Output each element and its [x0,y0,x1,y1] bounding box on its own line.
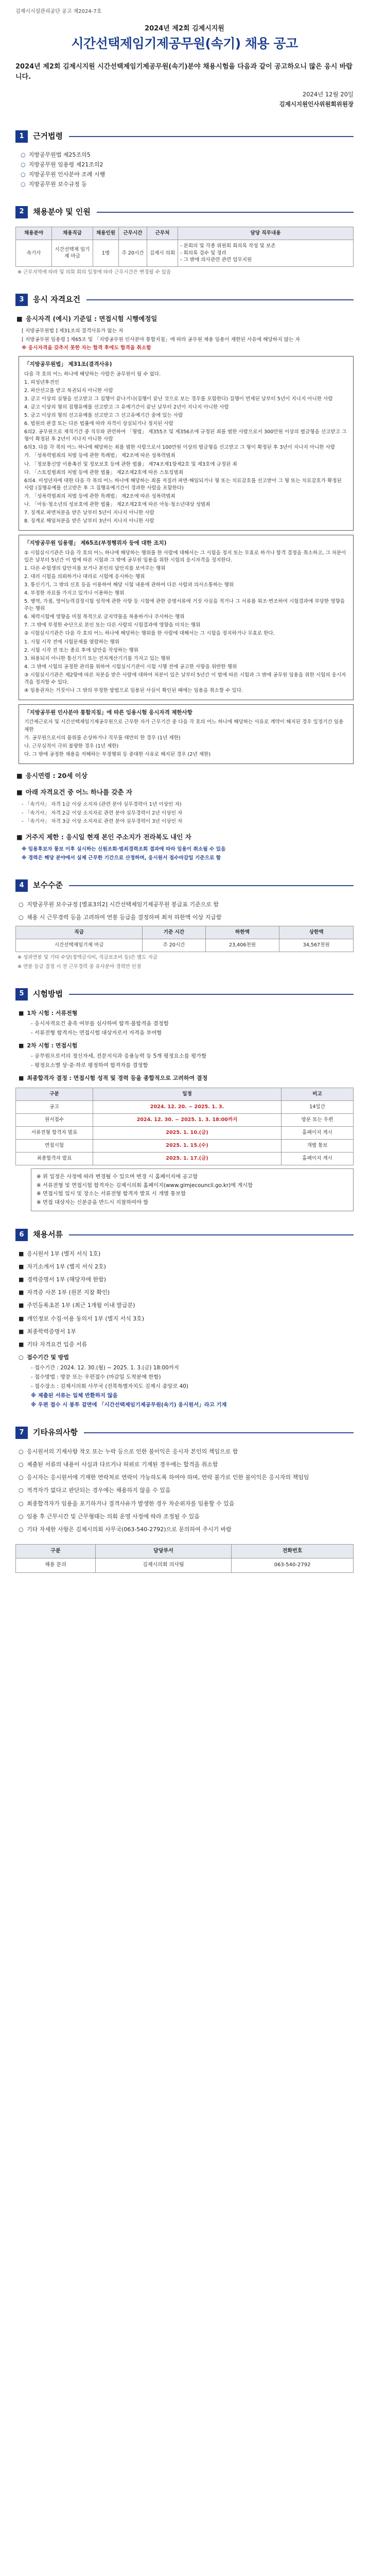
bullet-icon: ○ [19,1526,24,1533]
section-divider [69,136,354,137]
header-subtitle: 2024년 제2회 김제시지원 [145,24,224,32]
notice-number: 김제시시설관리공단 공고 제2024-7호 [15,9,102,14]
box-line: 3. 통신기기, 그 밖의 신호 등을 이용하여 해당 시험 내용에 관하여 다른 사람과 의사소통하는 행위 [24,582,234,588]
note-item: ○ 최종합격자가 임용을 포기하거나 결격사유가 발생한 경우 차순위자를 임용할 수 있음 [19,1499,354,1508]
bullet-icon: ○ [21,151,26,158]
bullet-icon: ○ [19,901,24,908]
box-line: 다. 「스토킹범죄의 처벌 등에 관한 법률」 제2조제2호에 따른 스토킹범죄 [24,469,184,476]
box-line: 다. 그 밖에 공정한 채용을 저해하는 부정행위 등 중대한 사유로 해지된 경우 (2년 제한) [24,751,211,757]
table-row: 서류전형 합격자 발표 2025. 1. 10.(금) 홈페이지 게시 [16,1126,354,1139]
table-row: 최종합격자 발표 2025. 1. 17.(금) 홈페이지 게시 [16,1152,354,1165]
box-line: 6. 체력시험에 영향을 미칠 목적으로 금지약물을 복용하거나 주사하는 행위 [24,614,185,620]
section-title: 시험방법 [33,989,63,998]
disqualification-box-1: 「지방공무원법」 제31조(결격사유) 다음 각 호의 어느 하나에 해당하는 사람은 공무원이 될 수 없다. 1. 피성년후견인 2. 파산선고를 받고 복권되지 아니한 사람 3. 금고 이상의 실형을 선고받고 그 집행이 끝나거나(집행이 끝난 것으로 보는 경우를 포함한다) 집행이 면제된 날부터 5년이 지나지 아니한 사람 4. 금고 이상의 형의 집행유예를 선고받고 그 유예기간이 끝난 날부터 2년이 지나지 아니한 사람 5. 금고 이상의 형의 선고유예를 선고받고 그 선고유예기간 중에 있는 사람 6. 법원의 판결 또는 다른 법률에 따라 자격이 상실되거나 정지된 사람 6의2. 공무원으로 재직기간 중 직무와 관련하여 「형법」 제355조 및 제356조에 규정된 죄를 범한 사람으로서 300만원 이상의 벌금형을 선고받고 그 형이 확정된 후 2년이 지나지 아니한 사람 6의3. 다음 각 목의 어느 하나에 해당하는 죄를 범한 사람으로서 100만원 이상의 벌금형을 선고받고 그 형이 확정된 후 3년이 지나지 아니한 사람 가. 「성폭력범죄의 처벌 등에 관한 특례법」 제2조에 따른 성폭력범죄 나. 「정보통신망 이용촉진 및 정보보호 등에 관한 법률」 제74조제1항제2호 및 제3호에 규정된 죄 다. 「스토킹범죄의 처벌 등에 관한 법률」 제2조제2호에 따른 스토킹범죄 6의4. 미성년자에 대한 다음 각 목의 어느 하나에 해당하는 죄를 저질러 파면·해임되거나 형 또는 치료감호를 선고받아 그 형 또는 치료감호가 확정된 사람 (집행유예를 선고받은 후 그 집행유예기간이 경과한 사람을 포함한다) 가. 「성폭력범죄의 처벌 등에 관한 특례법」 제2조에 따른 성폭력범죄 나. 「아동·청소년의 성보호에 관한 법률」 제2조제2호에 따른 아동·청소년대상 성범죄 7. 징계로 파면처분을 받은 날부터 5년이 지나지 아니한 사람 8. 징계로 해임처분을 받은 날부터 3년이 지나지 아니한 사람 [19,356,354,531]
bullet-icon: ○ [21,161,26,168]
bullet-icon: ■ [19,1302,24,1309]
pay-item-1: ○ 지방공무원 보수규정 [별표3의2] 시간선택제임기제공무원 봉급표 기준으로 함 [19,900,354,909]
list-item: ○ 지방공무원법 제25조의5 [21,151,91,158]
check-icon: ■ [16,788,23,796]
box-line: 1. 시험 시작 전에 시험문제를 열람하는 행위 [24,639,119,645]
bullet-icon: ■ [19,1263,24,1270]
intro-text: 2024년 제2회 김제시지원 시간선택제임기제공무원(속기)분야 채용시험을 다음과 같이 공고하오니 많은 응시 바랍니다. [15,62,353,81]
list-item: ○ 지방공무원 인사분야 조례 시행 [21,171,106,178]
box-line: ② 시험실시기관은 다음 각 호의 어느 하나에 해당하는 행위를 한 사람에 대해서는 그 시험을 정지하거나 무효로 한다. [24,631,275,637]
box-line: 3. 금고 이상의 실형을 선고받고 그 집행이 끝나거나(집행이 끝난 것으로 보는 경우를 포함한다) 집행이 면제된 날부터 5년이 지나지 아니한 사람 [24,396,333,402]
bullet-icon: ○ [21,171,26,178]
section-title: 근거법령 [33,131,63,141]
table-row: 원서접수 2024. 12. 30. ~ 2025. 1. 3. 18:00까지 방문 또는 우편 [16,1113,354,1126]
check-icon: ■ [16,833,23,841]
notice-org: 김제시지원인사위원회위원장 [279,100,354,108]
section-docs [15,1229,354,1241]
box-line: 6의4. 미성년자에 대한 다음 각 목의 어느 하나에 해당하는 죄를 저질러 파면·해임되거나 형 또는 치료감호를 선고받아 그 형 또는 치료감호가 확정된 사람 (집행유예를 선고받은 후 그 집행유예기간이 경과한 사람을 포함한다) [24,478,342,491]
note-item: ○ 적격자가 없다고 판단되는 경우에는 채용하지 않을 수 있음 [19,1486,354,1495]
schedule-notes: ※ 위 일정은 사정에 따라 변경될 수 있으며 변경 시 홈페이지에 공고함 ※ 서류전형 및 면접시험 합격자는 김제시의회 홈페이지(www.gimjecouncil.go.kr)에 게시함 ※ 면접시험 일시 및 장소는 서류전형 합격자 발표 시 개별 통보함 ※ 면접 대상자는 신분증을 반드시 지참하여야 함 [31,1168,354,1212]
qual-heading-4: ■ 거주지 제한 : 응시일 현재 본인 주소지가 전라북도 내인 자 [16,833,354,842]
list-item: ○ 지방공무원 보수규정 등 [21,180,87,188]
bullet-icon: ○ [19,1474,24,1481]
box-line: 다음 각 호의 어느 하나에 해당하는 사람은 공무원이 될 수 없다. [24,371,161,377]
box-line: 6. 법원의 판결 또는 다른 법률에 따라 자격이 상실되거나 정지된 사람 [24,421,173,427]
box-line: 5. 금고 이상의 형의 선고유예를 선고받고 그 선고유예기간 중에 있는 사람 [24,413,183,418]
section-pay [15,879,354,892]
box-line: ④ 임용권자는 거짓이나 그 밖의 부정한 방법으로 임용된 사실이 확인된 때에는 임용을 취소할 수 있다. [24,688,243,694]
section-title: 기타유의사항 [33,1428,78,1437]
page-title: 시간선택제임기제공무원(속기) 채용 공고 [71,36,298,52]
bullet-icon: ■ [19,1042,24,1049]
section-title: 채용서류 [33,1230,63,1240]
exam-method-3: ■ 최종합격자 결정 : 면접시험 성적 및 경력 등을 종합적으로 고려하여 결정 [19,1074,354,1082]
box-line: 5. 병역, 가점, 영어능력검정시험 성적에 관한 사항 등 시험에 관한 증명서류에 거짓 사실을 적거나 그 서류를 위조·변조하여 시험결과에 부당한 영향을 주는 행위 [24,599,345,612]
table-header-row: 구분 담당부서 전화번호 [16,1544,354,1558]
section-number: 1 [15,130,28,143]
section-title: 채용분야 및 인원 [33,207,91,216]
box-line: 7. 징계로 파면처분을 받은 날부터 5년이 지나지 아니한 사람 [24,510,154,516]
doc-item: ■ 경력증명서 1부 (해당자에 한함) [19,1275,354,1284]
recruit-table [15,227,354,267]
section-qualifications [15,294,354,306]
section-number: 5 [15,988,28,1001]
recruit-note: ※ 근무지역에 따라 및 의회 회의 일정에 따라 근무시간은 변경될 수 있음 [17,269,171,276]
box-line: 나. 근무실적이 극히 불량한 경우 (1년 제한) [24,743,119,749]
bullet-icon: ■ [19,1341,24,1348]
box-line: 나. 「아동·청소년의 성보호에 관한 법률」 제2조제2호에 따른 아동·청소년대상 성범죄 [24,502,210,508]
disqualification-box-3: 「지방공무원 인사분야 통합지침」에 따른 임용시험 응시자격 제한사항 기간제근로자 및 시간선택제임기제공무원으로 근무한 자가 근무기간 중 다음 각 호의 어느 하나에 해당하는 사유로 계약이 해지된 경우 일정기간 임용 제한 가. 공무원으로서의 품위를 손상하거나 직무를 태만히 한 경우 (1년 제한) 나. 근무실적이 극히 불량한 경우 (1년 제한) 다. 그 밖에 공정한 채용을 저해하는 부정행위 등 중대한 사유로 해지된 경우 (2년 제한) [19,704,354,764]
box-line: 6의3. 다음 각 목의 어느 하나에 해당하는 죄를 범한 사람으로서 100만원 이상의 벌금형을 선고받고 그 형이 확정된 후 3년이 지나지 아니한 사람 [24,445,336,451]
box-line: 2. 파산선고를 받고 복권되지 아니한 사람 [24,387,113,394]
bullet-icon: ■ [19,1009,24,1016]
doc-item: ■ 최종학력증명서 1부 [19,1327,354,1336]
section-divider [69,1234,354,1235]
qual-heading-2: ■ 응시연령 : 20세 이상 [16,771,354,781]
table-row: 공고 2024. 12. 20. ~ 2025. 1. 3. 14일간 [16,1101,354,1114]
bullet-icon: ■ [19,1276,24,1283]
box-line: 나. 「정보통신망 이용촉진 및 정보보호 등에 관한 법률」 제74조제1항제2호 및 제3호에 규정된 죄 [24,461,237,467]
recruitment-notice: 김제시시설관리공단 공고 제2024-7호 2024년 제2회 김제시지원 시간선택제임기제공무원(속기) 채용 공고 2024년 제2회 김제시지원 시간선택제임기제공무원(속기)분야 채용시험을 다음과 같이 공고하오니 많은 응시 바랍니다. 2024년 12월 20일 김제시지원인사위원회위원장 1 근거법령 ○ 지방공무원법 제25조의5 ○ 지방공무원 임용령 제21조의2 ○ 지방공무원 인사분야 조례 시행 ○ 지방공무원 보수규정 등 2 채용분야 및 인원 채용분야 채용직급 채용인원 근무시간 근무처 담당 직무내용 속기사 시간선택제 임기제 마급 1명 주 20시간 김제시 의회 - 본회의 및 각종 위원회 회의록 작성 및 보존 - 회의록 검수 및 정리 - 그 밖에 의사관련 관련 업무지원 ※ 근무지역에 따라 및 의회 회의 일정에 따라 근무시간은 변경될 수 있음 3 응시 자격요건 ■ 응시자격 (예시) 기준일 : 면접시험 시행예정일 [ 지방공무원법 ] 제31조의 결격사유가 없는 자 [ 지방공무원 임용령 ] 제65조 및 「지방공무원 인사분야 통합지침」에 따라 공무원 채용 임용이 제한된 사유에 해당하지 않는 자 ※ 응시자격을 갖추지 못한 자는 합격 후에도 합격을 취소함 「지방공무원법」 제31조(결격사유) 다음 각 호의 어느 하나에 해당하는 사람은 공무원이 될 수 없다. 1. 피성년후견인 2. 파산선고를 받고 복권되지 아니한 사람 3. 금고 이상의 실형을 선고받고 그 집행이 끝나거나(집행이 끝난 것으로 보는 경우를 포함한다) 집행이 면제된 날부터 5년이 지나지 아니한 사람 4. 금고 이상의 형의 집행유예를 선고받고 그 유예기간이 끝난 날부터 2년이 지나지 아니한 사람 5. 금고 이상의 형의 선고유예를 선고받고 그 선고유예기간 중에 있는 사람 6. 법원의 판결 또는 다른 법률에 따라 자격이 상실되거나 정지된 사람 6의2. 공무원으로 재직기간 중 직무와 관련하여 「형법」 제355조 및 제356조에 규정된 죄를 범한 사람으로서 300만원 이상의 벌금형을 선고받고 그 형이 확정된 후 2년이 지나지 아니한 사람 6의3. 다음 각 목의 어느 하나에 해당하는 죄를 범한 사람으로서 100만원 이상의 벌금형을 선고받고 그 형이 확정된 후 3년이 지나지 아니한 사람 가. 「성폭력범죄의 처벌 등에 관한 특례법」 제2조에 따른 성폭력범죄 나. 「정보통신망 이용촉진 및 정보보호 등에 관한 법률」 제74조제1항제2호 및 제3호에 규정된 죄 다. 「스토킹범죄의 처벌 등에 관한 법률」 제2조제2호에 따른 스토킹범죄 6의4. 미성년자에 대한 다음 각 목의 어느 하나에 해당하는 죄를 저질러 파면·해임되거나 형 또는 치료감호를 선고받아 그 형 또는 치료감호가 확정된 사람 (집행유예를 선고받은 후 그 집행유예기간이 경과한 사람을 포함한다) 가. 「성폭력범죄의 처벌 등에 관한 특례법」 제2조에 따른 성폭력범죄 나. 「아동·청소년의 성보호에 관한 법률」 제2조제2호에 따른 아동·청소년대상 성범죄 7. 징계로 파면처분을 받은 날부터 5년이 지나지 아니한 사람 8. 징계로 해임처분을 받은 날부터 3년이 지나지 아니한 사람 「지방공무원 임용령」 제65조(부정행위자 등에 대한 조치) ① 시험실시기관은 다음 각 호의 어느 하나에 해당하는 행위를 한 사람에 대해서는 그 시험을 정지 또는 무효로 하거나 합격 결정을 취소하고, 그 처분이 있은 날부터 5년간 이 법에 따른 시험과 그 밖에 공무원 임용을 위한 시험의 응시자격을 정지한다. 1. 다른 수험생의 답안지를 보거나 본인의 답안지를 보여주는 행위 2. 대리 시험을 의뢰하거나 대리로 시험에 응시하는 행위 3. 통신기기, 그 밖의 신호 등을 이용하여 해당 시험 내용에 관하여 다른 사람과 의사소통하는 행위 4. 부정한 자료를 가지고 있거나 이용하는 행위 5. 병역, 가점, 영어능력검정시험 성적에 관한 사항 등 시험에 관한 증명서류에 거짓 사실을 적거나 그 서류를 위조·변조하여 시험결과에 부당한 영향을 주는 행위 6. 체력시험에 영향을 미칠 목적으로 금지약물을 복용하거나 주사하는 행위 7. 그 밖에 부정한 수단으로 본인 또는 다른 사람의 시험결과에 영향을 미치는 행위 ② 시험실시기관은 다음 각 호의 어느 하나에 해당하는 행위를 한 사람에 대해서는 그 시험을 정지하거나 무효로 한다. 1. 시험 시작 전에 시험문제를 열람하는 행위 2. 시험 시작 전 또는 종료 후에 답안을 작성하는 행위 3. 허용되지 아니한 통신기기 또는 전자계산기기를 가지고 있는 행위 4. 그 밖에 시험의 공정한 관리를 위하여 시험실시기관이 시험 시행 전에 공고한 사항을 위반한 행위 ③ 시험실시기관은 제2항에 따른 처분을 받은 사람에 대하여 처분이 있은 날부터 5년간 이 법에 따른 시험과 그 밖에 공무원 임용을 위한 시험의 응시자격을 정지할 수 있다. ④ 임용권자는 거짓이나 그 밖의 부정한 방법으로 임용된 사실이 확인된 때에는 임용을 취소할 수 있다. 「지방공무원 인사분야 통합지침」에 따른 임용시험 응시자격 제한사항 기간제근로자 및 시간선택제임기제공무원으로 근무한 자가 근무기간 중 다음 각 호의 어느 하나에 해당하는 사유로 계약이 해지된 경우 일정기간 임용 제한 가. 공무원으로서의 품위를 손상하거나 직무를 태만히 한 경우 (1년 제한) 나. 근무실적이 극히 불량한 경우 (1년 제한) 다. 그 밖에 공정한 채용을 저해하는 부정행위 등 중대한 사유로 해지된 경우 (2년 제한) ■ 응시연령 : 20세 이상 ■ 아래 자격요건 중 어느 하나를 갖춘 자 - 「속기사」 자격 1급 이상 소지자 (관련 분야 실무경력이 1년 이상인 자) - 「속기사」 자격 2급 이상 소지자로 관련 분야 실무경력이 2년 이상인 자 - 「속기사」 자격 3급 이상 소지자로 관련 분야 실무경력이 3년 이상인 자 ■ 거주지 제한 : 응시일 현재 본인 주소지가 전라북도 내인 자 ※ 임용후보자 통보 이후 실시하는 신원조회·범죄경력조회 결과에 따라 임용이 취소될 수 있음 ※ 경력은 해당 분야에서 실제 근무한 기간으로 산정하며, 응시원서 접수마감일 기준으로 함 4 보수수준 ○ 지방공무원 보수규정 [별표3의2] 시간선택제임기제공무원 봉급표 기준으로 함 ○ 채용 시 근무경력 등을 고려하여 연봉 등급을 결정하며 최저 하한액 이상 지급함 직급 기준 시간 하한액 상한액 시간선택제임기제 마급 주 20시간 23,406천원 34,567천원 ※ 성과연봉 및 기타 수당(정액급식비, 직급보조비 등)은 별도 지급 ※ 연봉 등급 결정 시 전 근무경력 중 유사분야 경력만 인정 5 시험방법 ■ 1차 시험 : 서류전형 - 응시자격요건 충족 여부를 심사하여 합격·불합격을 결정함 - 서류전형 합격자는 면접시험 대상자로서 자격을 부여함 ■ 2차 시험 : 면접시험 - 공무원으로서의 정신자세, 전문지식과 응용능력 등 5개 평정요소를 평가함 - 평정요소별 상·중·하로 평정하여 합격자를 결정함 ■ 최종합격자 결정 : 면접시험 성적 및 경력 등을 종합적으로 고려하여 결정 구분 일정 비고 공고 2024. 12. 20. ~ 2025. 1. 3. 14일간 원서접수 2024. 12. 30. ~ 2025. 1. 3. 18:00까지 방문 또는 우편 서류전형 합격자 발표 2025. 1. 10.(금) 홈페이지 게시 면접시험 2025. 1. 15.(수) 개별 통보 최종합격자 발표 2025. 1. 17.(금) 홈페이지 게시 ※ 위 일정은 사정에 따라 변경될 수 있으며 변경 시 홈페이지에 공고함 ※ 서류전형 및 면접시험 합격자는 김제시의회 홈페이지(www.gimjecouncil.go.kr)에 게시함 ※ 면접시험 일시 및 장소는 서류전형 합격자 발표 시 개별 통보함 ※ 면접 대상자는 신분증을 반드시 지참하여야 함 6 채용서류 ■ 응시원서 1부 (별지 서식 1호) ■ 자기소개서 1부 (별지 서식 2호) ■ 경력증명서 1부 (해당자에 한함) ■ 자격증 사본 1부 (원본 지참 확인) ■ 주민등록초본 1부 (최근 1개월 이내 발급분) ■ 개인정보 수집·이용 동의서 1부 (별지 서식 3호) ■ 최종학력증명서 1부 ■ 기타 자격요건 입증 서류 ○ 접수기간 및 방법 - 접수기간 : 2024. 12. 30.(월) ~ 2025. 1. 3.(금) 18:00까지 - 접수방법 : 방문 또는 우편접수 (마감일 도착분에 한함) - 접수장소 : 김제시의회 사무국 (전북특별자치도 김제시 중앙로 40) ※ 제출된 서류는 일체 반환하지 않음 ※ 우편 접수 시 봉투 겉면에 「시간선택제임기제공무원(속기) 응시원서」라고 기재 7 기타유의사항 ○ 응시원서의 기재사항 착오 또는 누락 등으로 인한 불이익은 응시자 본인의 책임으로 함 ○ 제출된 서류의 내용이 사실과 다르거나 허위로 기재된 경우에는 합격을 취소함 ○ 응시자는 응시원서에 기재한 연락처로 연락이 가능하도록 하여야 하며, 연락 불가로 인한 불이익은 응시자의 책임임 ○ 적격자가 없다고 판단되는 경우에는 채용하지 않을 수 있음 ○ 최종합격자가 임용을 포기하거나 결격사유가 발생한 경우 차순위자를 임용할 수 있음 ○ 임용 후 근무시간 및 근무형태는 의회 운영 사정에 따라 조정될 수 있음 ○ 기타 자세한 사항은 김제시의회 사무국(063-540-2792)으로 문의하여 주시기 바람 구분 담당부서 전화번호 채용 문의 김제시의회 의사팀 063-540-2792 [0,0,369,2576]
bullet-icon: ○ [19,1353,24,1361]
bullet-icon: ○ [21,180,26,188]
doc-item: ■ 기타 자격요건 입증 서류 [19,1340,354,1349]
box-line: 4. 부정한 자료를 가지고 있거나 이용하는 행위 [24,590,125,596]
law-list [21,151,354,189]
box-line: 8. 징계로 해임처분을 받은 날부터 3년이 지나지 아니한 사람 [24,518,154,524]
box-line: 2. 시험 시작 전 또는 종료 후에 답안을 작성하는 행위 [24,647,138,653]
box-line: 3. 허용되지 아니한 통신기기 또는 전자계산기기를 가지고 있는 행위 [24,655,170,662]
box-line: 가. 공무원으로서의 품위를 손상하거나 직무를 태만히 한 경우 (1년 제한) [24,735,181,741]
section-divider [97,212,354,213]
bullet-icon: ■ [19,1315,24,1322]
bullet-icon: ○ [19,1487,24,1494]
pay-note: ※ 성과연봉 및 기타 수당(정액급식비, 직급보조비 등)은 별도 지급 [17,954,157,960]
notice-date: 2024년 12월 20일 [302,90,354,98]
section-number: 4 [15,879,28,892]
qual-notes: ※ 임용후보자 통보 이후 실시하는 신원조회·범죄경력조회 결과에 따라 임용이 취소될 수 있음 ※ 경력은 해당 분야에서 실제 근무한 기간으로 산정하며, 응시원서 접수마감일 기준으로 함 [22,846,226,861]
box-line: 기간제근로자 및 시간선택제임기제공무원으로 근무한 자가 근무기간 중 다음 각 호의 어느 하나에 해당하는 사유로 계약이 해지된 경우 일정기간 임용 제한 [24,719,344,733]
doc-item: ■ 자기소개서 1부 (별지 서식 2호) [19,1262,354,1271]
qual-body: [ 지방공무원법 ] 제31조의 결격사유가 없는 자 [ 지방공무원 임용령 ] 제65조 및 「지방공무원 인사분야 통합지침」에 따라 공무원 채용 임용이 제한된 사유에 해당하지 않는 자 ※ 응시자격을 갖추지 못한 자는 합격 후에도 합격을 취소함 [22,328,300,351]
box-line: 1. 피성년후견인 [24,379,59,385]
table-row: 채용 문의 김제시의회 의사팀 063-540-2792 [16,1558,354,1573]
doc-item: ■ 개인정보 수집·이용 동의서 1부 (별지 서식 3호) [19,1314,354,1323]
section-number: 6 [15,1229,28,1241]
bullet-icon: ○ [19,914,24,921]
section-number: 7 [15,1427,28,1439]
exam-method-1: ■ 1차 시험 : 서류전형 [19,1009,354,1018]
section-divider [84,1432,354,1433]
section-divider [69,994,354,995]
pay-item-2: ○ 채용 시 근무경력 등을 고려하여 연봉 등급을 결정하며 최저 하한액 이상 지급함 [19,913,354,922]
doc-item: ■ 자격증 사본 1부 (원본 지참 확인) [19,1288,354,1297]
note-item: ○ 제출된 서류의 내용이 사실과 다르거나 허위로 기재된 경우에는 합격을 취소함 [19,1460,354,1469]
disqualification-box-2: 「지방공무원 임용령」 제65조(부정행위자 등에 대한 조치) ① 시험실시기관은 다음 각 호의 어느 하나에 해당하는 행위를 한 사람에 대해서는 그 시험을 정지 또는 무효로 하거나 합격 결정을 취소하고, 그 처분이 있은 날부터 5년간 이 법에 따른 시험과 그 밖에 공무원 임용을 위한 시험의 응시자격을 정지한다. 1. 다른 수험생의 답안지를 보거나 본인의 답안지를 보여주는 행위 2. 대리 시험을 의뢰하거나 대리로 시험에 응시하는 행위 3. 통신기기, 그 밖의 신호 등을 이용하여 해당 시험 내용에 관하여 다른 사람과 의사소통하는 행위 4. 부정한 자료를 가지고 있거나 이용하는 행위 5. 병역, 가점, 영어능력검정시험 성적에 관한 사항 등 시험에 관한 증명서류에 거짓 사실을 적거나 그 서류를 위조·변조하여 시험결과에 부당한 영향을 주는 행위 6. 체력시험에 영향을 미칠 목적으로 금지약물을 복용하거나 주사하는 행위 7. 그 밖에 부정한 수단으로 본인 또는 다른 사람의 시험결과에 영향을 미치는 행위 ② 시험실시기관은 다음 각 호의 어느 하나에 해당하는 행위를 한 사람에 대해서는 그 시험을 정지하거나 무효로 한다. 1. 시험 시작 전에 시험문제를 열람하는 행위 2. 시험 시작 전 또는 종료 후에 답안을 작성하는 행위 3. 허용되지 아니한 통신기기 또는 전자계산기기를 가지고 있는 행위 4. 그 밖에 시험의 공정한 관리를 위하여 시험실시기관이 시험 시행 전에 공고한 사항을 위반한 행위 ③ 시험실시기관은 제2항에 따른 처분을 받은 사람에 대하여 처분이 있은 날부터 5년간 이 법에 따른 시험과 그 밖에 공무원 임용을 위한 시험의 응시자격을 정지할 수 있다. ④ 임용권자는 거짓이나 그 밖의 부정한 방법으로 임용된 사실이 확인된 때에는 임용을 취소할 수 있다. [19,535,354,700]
section-title: 응시 자격요건 [33,295,81,304]
check-icon: ■ [16,315,23,323]
pay-note-2: ※ 연봉 등급 결정 시 전 근무경력 중 유사분야 경력만 인정 [17,963,142,970]
doc-item: ■ 주민등록초본 1부 (최근 1개월 이내 발급분) [19,1301,354,1310]
box-line: 가. 「성폭력범죄의 처벌 등에 관한 특례법」 제2조에 따른 성폭력범죄 [24,493,175,499]
box-line: 4. 금고 이상의 형의 집행유예를 선고받고 그 유예기간이 끝난 날부터 2년이 지나지 아니한 사람 [24,404,229,410]
table-row: 면접시험 2025. 1. 15.(수) 개별 통보 [16,1139,354,1152]
submit-heading: ○ 접수기간 및 방법 [19,1353,354,1362]
box-line: 가. 「성폭력범죄의 처벌 등에 관한 특례법」 제2조에 따른 성폭력범죄 [24,453,175,459]
schedule-table [15,1088,354,1165]
pay-table [15,926,354,952]
bullet-icon: ○ [19,1448,24,1455]
section-laws [15,130,354,143]
note-item: ○ 임용 후 근무시간 및 근무형태는 의회 운영 사정에 따라 조정될 수 있음 [19,1512,354,1521]
list-item: ○ 지방공무원 임용령 제21조의2 [21,161,103,168]
note-item: ○ 응시자는 응시원서에 기재한 연락처로 연락이 가능하도록 하여야 하며, 연락 불가로 인한 불이익은 응시자의 책임임 [19,1473,354,1482]
bullet-icon: ■ [19,1289,24,1296]
box-line: 2. 대리 시험을 의뢰하거나 대리로 시험에 응시하는 행위 [24,573,145,580]
contact-table [15,1544,354,1573]
table-row: 시간선택제임기제 마급 주 20시간 23,406천원 34,567천원 [16,939,354,952]
box-line: 4. 그 밖에 시험의 공정한 관리를 위하여 시험실시기관이 시험 시행 전에 공고한 사항을 위반한 행위 [24,664,237,670]
table-header-row: 채용분야 채용직급 채용인원 근무시간 근무처 담당 직무내용 [16,227,354,240]
note-item: ○ 기타 자세한 사항은 김제시의회 사무국(063-540-2792)으로 문의하여 주시기 바람 [19,1525,354,1534]
section-recruit [15,206,354,218]
note-item: ○ 응시원서의 기재사항 착오 또는 누락 등으로 인한 불이익은 응시자 본인의 책임으로 함 [19,1447,354,1456]
qual-body-3: - 「속기사」 자격 1급 이상 소지자 (관련 분야 실무경력이 1년 이상인 자) - 「속기사」 자격 2급 이상 소지자로 관련 분야 실무경력이 2년 이상인 자 - 「속기사」 자격 3급 이상 소지자로 관련 분야 실무경력이 3년 이상인 자 [22,802,183,824]
section-number: 3 [15,294,28,306]
box-line: 6의2. 공무원으로 재직기간 중 직무와 관련하여 「형법」 제355조 및 제356조에 규정된 죄를 범한 사람으로서 300만원 이상의 벌금형을 선고받고 그 형이 확정된 후 2년이 지나지 아니한 사람 [24,429,347,443]
table-header-row: 직급 기준 시간 하한액 상한액 [16,926,354,939]
table-header-row: 구분 일정 비고 [16,1088,354,1101]
table-row: 속기사 시간선택제 임기제 마급 1명 주 20시간 김제시 의회 - 본회의 및 각종 위원회 회의록 작성 및 보존 - 회의록 검수 및 정리 - 그 밖에 의사관련 관련 업무지원 [16,240,354,267]
doc-item: ■ 응시원서 1부 (별지 서식 1호) [19,1249,354,1258]
section-divider [69,885,354,886]
box-line: 7. 그 밖에 부정한 수단으로 본인 또는 다른 사람의 시험결과에 영향을 미치는 행위 [24,622,201,629]
section-number: 2 [15,206,28,218]
section-notes [15,1427,354,1439]
box-line: ③ 시험실시기관은 제2항에 따른 처분을 받은 사람에 대하여 처분이 있은 날부터 5년간 이 법에 따른 시험과 그 밖에 공무원 임용을 위한 시험의 응시자격을 정지할 수 있다. [24,672,346,686]
box-line: ① 시험실시기관은 다음 각 호의 어느 하나에 해당하는 행위를 한 사람에 대해서는 그 시험을 정지 또는 무효로 하거나 합격 결정을 취소하고, 그 처분이 있은 날부터 5년간 이 법에 따른 시험과 그 밖에 공무원 임용을 위한 시험의 응시자격을 정지한다. [24,550,346,563]
section-divider [86,299,354,300]
notice-meta [15,90,354,110]
section-title: 보수수준 [33,880,63,890]
section-exam [15,988,354,1001]
bullet-icon: ■ [19,1328,24,1335]
bullet-icon: ○ [19,1461,24,1468]
exam-method-2: ■ 2차 시험 : 면접시험 [19,1041,354,1050]
bullet-icon: ○ [19,1513,24,1520]
bullet-icon: ○ [19,1500,24,1507]
check-icon: ■ [16,771,23,779]
qual-heading-1: ■ 응시자격 (예시) 기준일 : 면접시험 시행예정일 [16,314,354,324]
box-line: 1. 다른 수험생의 답안지를 보거나 본인의 답안지를 보여주는 행위 [24,565,166,571]
bullet-icon: ■ [19,1075,24,1082]
bullet-icon: ■ [19,1250,24,1258]
qual-heading-3: ■ 아래 자격요건 중 어느 하나를 갖춘 자 [16,788,354,797]
